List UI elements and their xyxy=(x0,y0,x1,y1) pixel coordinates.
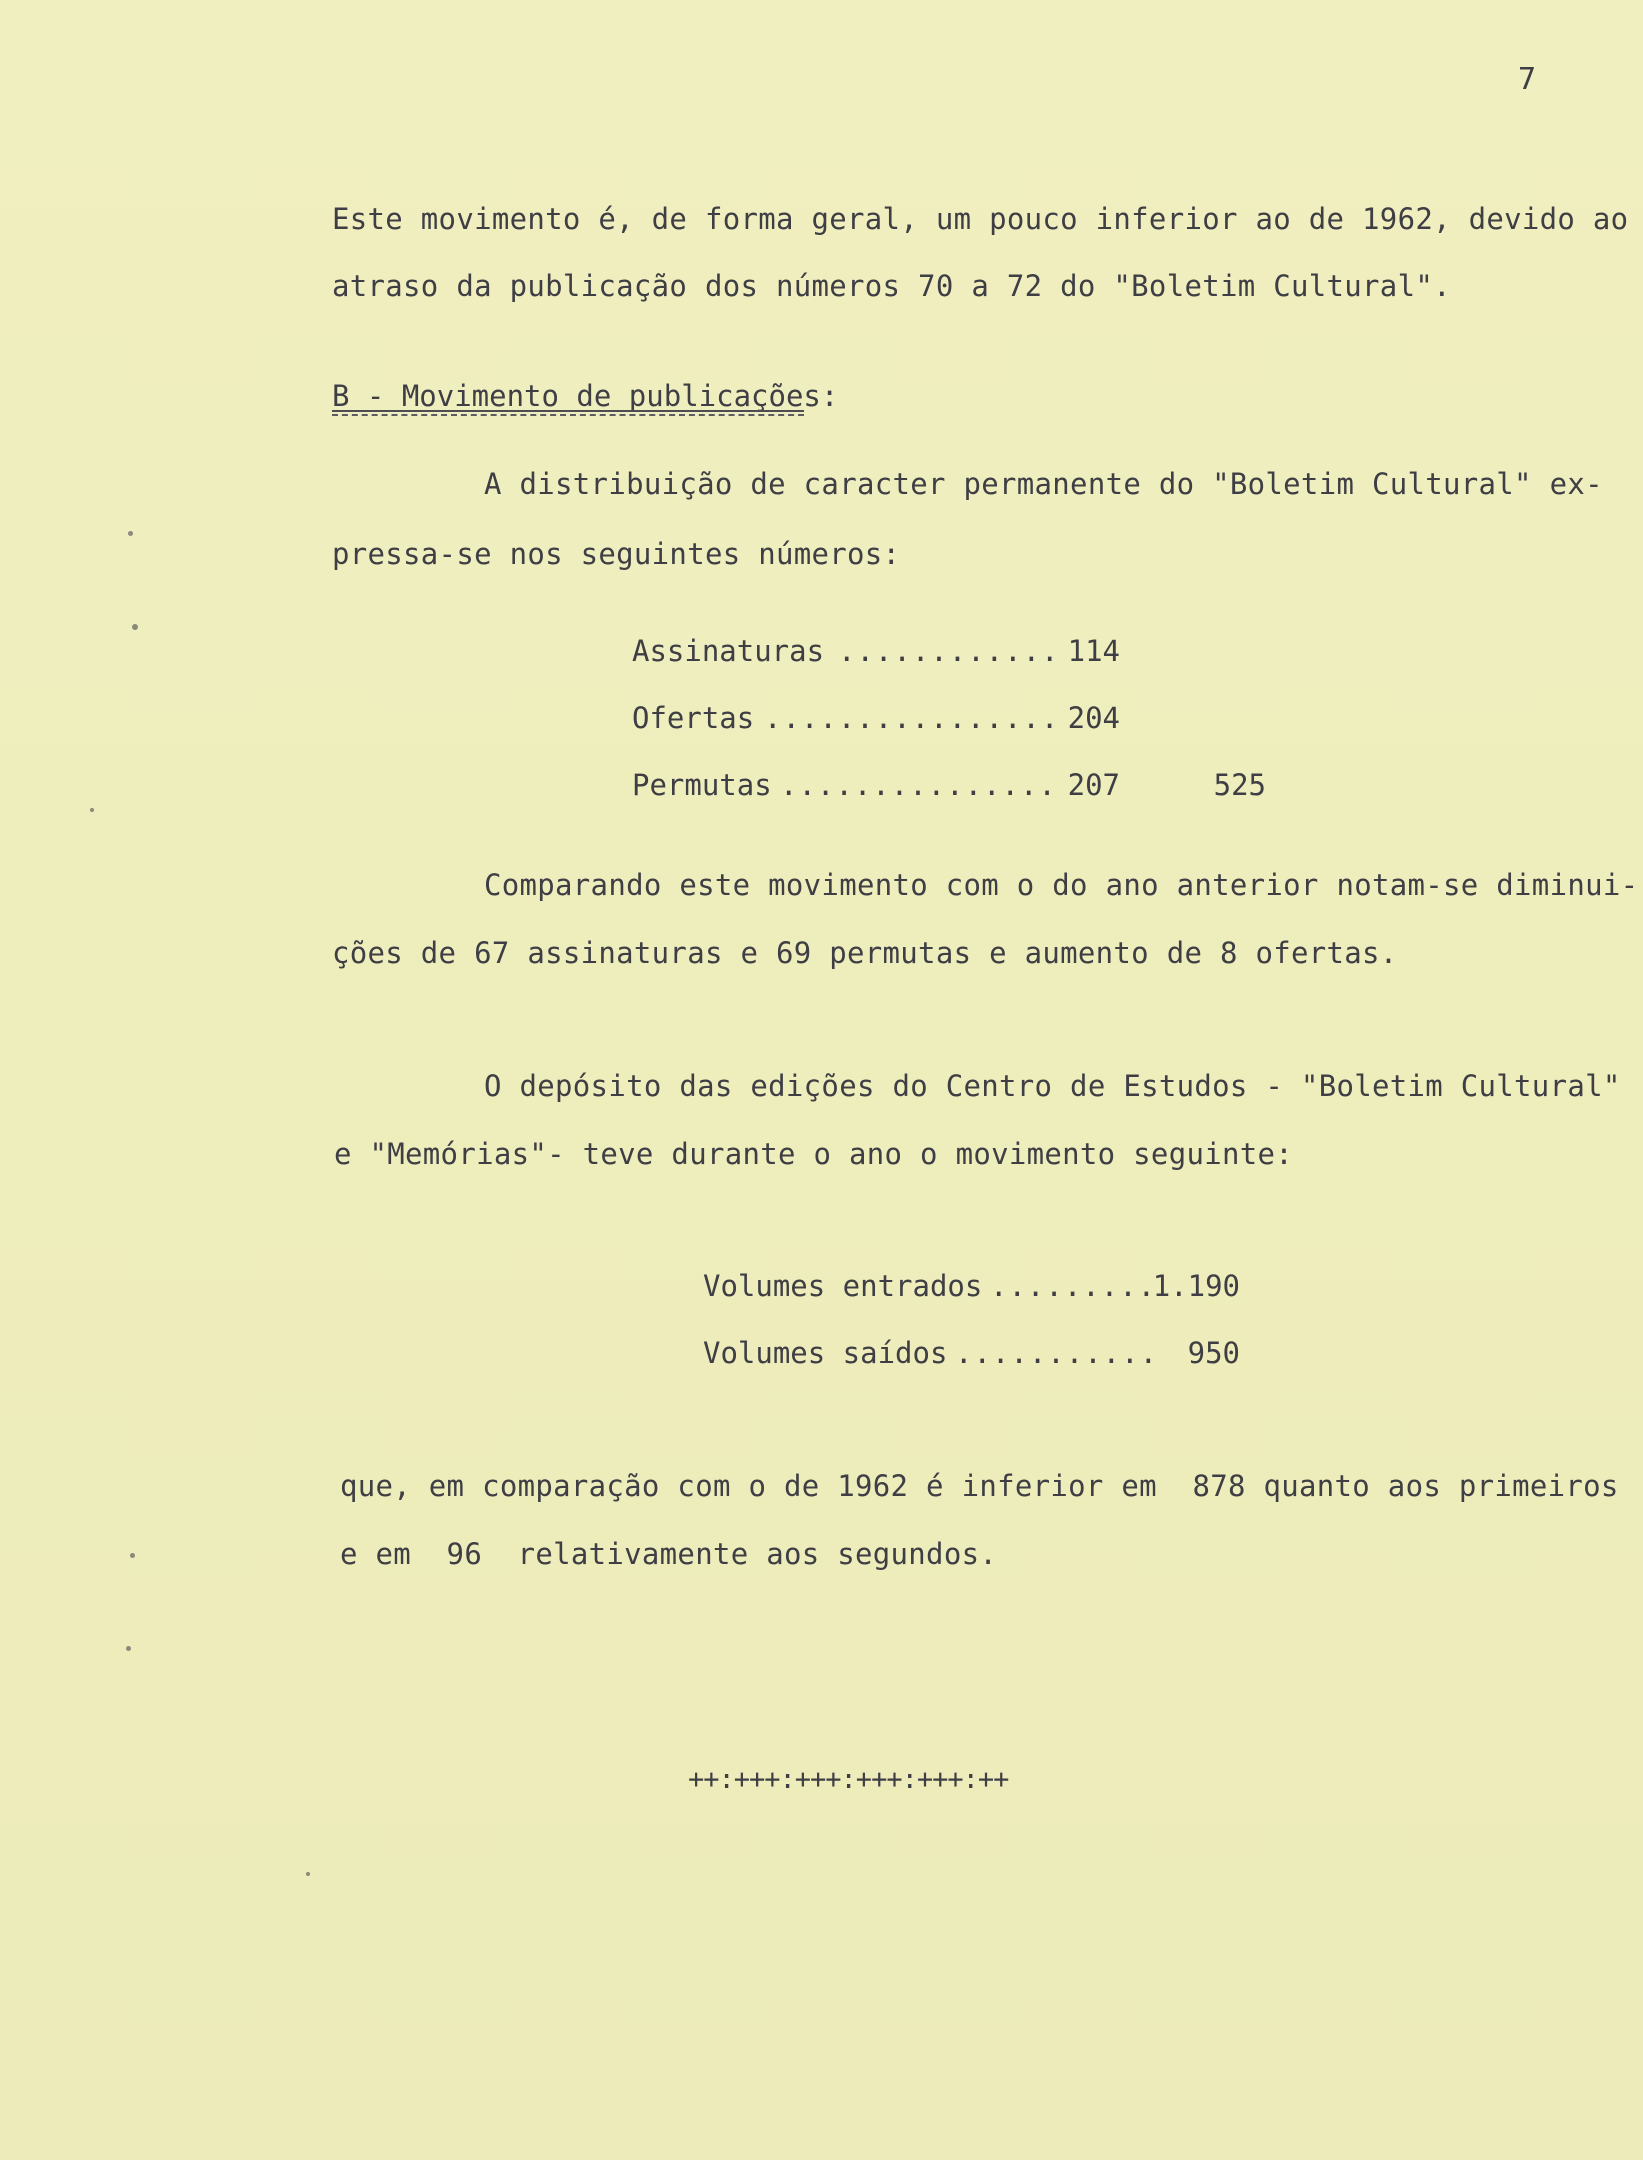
list-item-value: 114 xyxy=(1067,634,1120,668)
paragraph-5-line-2: e em 96 relativamente aos segundos. xyxy=(340,1537,998,1571)
list-item-label: Assinaturas xyxy=(632,634,825,668)
paper-speck xyxy=(130,1553,135,1558)
section-heading: B - Movimento de publicações: xyxy=(332,379,839,413)
list-item-value: 204 xyxy=(1067,701,1120,735)
paper-speck xyxy=(128,531,133,536)
paragraph-2-line-1: A distribuição de caracter permanente do "Boletim Cultural" ex- xyxy=(484,467,1603,501)
heading-double-underline xyxy=(332,414,804,416)
closing-ornament: ++:+++:+++:+++:+++:++ xyxy=(688,1764,1009,1795)
list-item-label: Volumes saídos xyxy=(703,1336,948,1370)
paragraph-5-line-1: que, em comparação com o de 1962 é inferior em 878 quanto aos primeiros xyxy=(340,1469,1619,1503)
paper-speck xyxy=(90,808,94,812)
paragraph-3-line-2: ções de 67 assinaturas e 69 permutas e aumento de 8 ofertas. xyxy=(332,936,1398,970)
list-item-label: Permutas xyxy=(632,768,772,802)
list-item-value: 207 xyxy=(1067,768,1120,802)
paper-speck xyxy=(306,1872,310,1876)
paper-speck xyxy=(132,624,138,630)
paragraph-1-line-1: Este movimento é, de forma geral, um pouco inferior ao de 1962, devido ao xyxy=(332,202,1629,236)
distribution-total: 525 xyxy=(1213,768,1266,802)
page-number: 7 xyxy=(1518,62,1537,97)
list-item-dots: ......... xyxy=(990,1269,1157,1303)
list-item-value: 1.190 xyxy=(1152,1269,1240,1303)
paragraph-1-line-2: atraso da publicação dos números 70 a 72 do "Boletim Cultural". xyxy=(332,269,1451,303)
list-item-dots: ............ xyxy=(838,634,1060,668)
list-item-dots: ............... xyxy=(780,768,1057,802)
paper-speck xyxy=(126,1646,131,1651)
list-item-dots: ........... xyxy=(955,1336,1159,1370)
paragraph-4-line-1: O depósito das edições do Centro de Estudos - "Boletim Cultural" xyxy=(484,1069,1621,1103)
list-item-dots: ................ xyxy=(764,701,1060,735)
list-item-value: 950 xyxy=(1187,1336,1240,1370)
list-item-label: Ofertas xyxy=(632,701,755,735)
paragraph-4-line-2: e "Memórias"- teve durante o ano o movimento seguinte: xyxy=(334,1137,1294,1171)
heading-underline xyxy=(332,410,804,412)
paragraph-3-line-1: Comparando este movimento com o do ano anterior notam-se diminui- xyxy=(484,868,1639,902)
list-item-label: Volumes entrados xyxy=(703,1269,983,1303)
paragraph-2-line-2: pressa-se nos seguintes números: xyxy=(332,537,901,571)
